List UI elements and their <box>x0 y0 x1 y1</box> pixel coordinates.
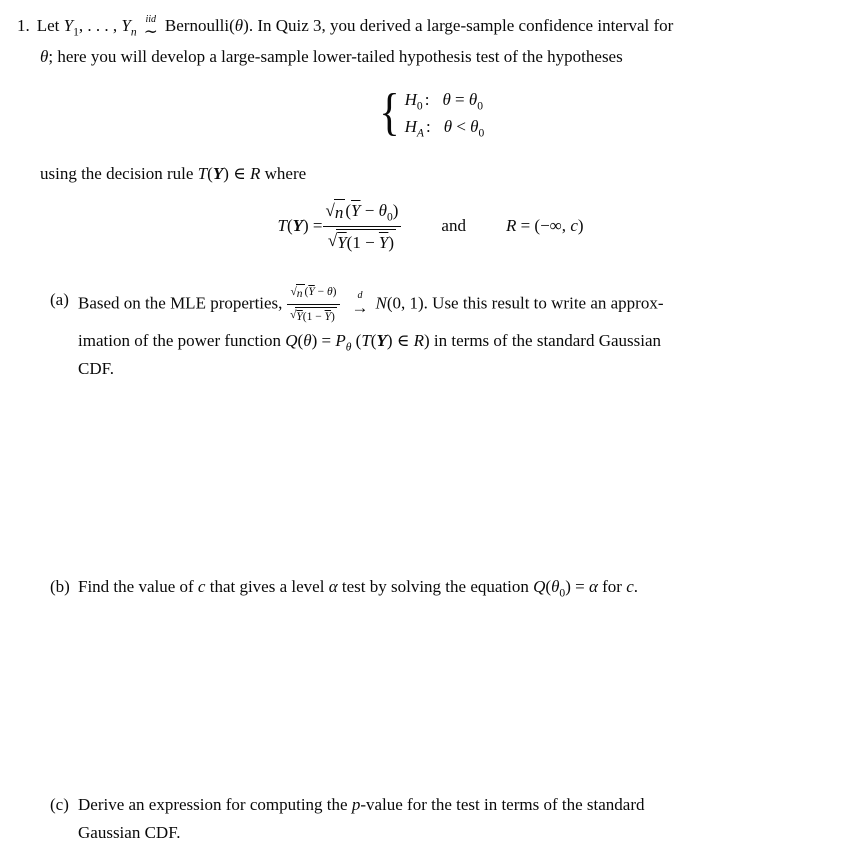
math-var-theta: θ <box>443 117 453 136</box>
math-var-alpha: α <box>328 577 338 597</box>
math-var-R: R <box>250 164 261 183</box>
math-var-Y-bold: Y <box>376 331 387 351</box>
text-run: imation of the power function <box>78 331 286 351</box>
subscript: 1 <box>73 25 79 39</box>
fraction-denominator <box>328 227 396 253</box>
part-a <box>17 284 844 384</box>
subscript: 0 <box>416 99 423 113</box>
d-label: d <box>357 290 363 302</box>
text-run: ) <box>223 164 229 183</box>
math-var-theta: θ <box>40 47 49 66</box>
text-run: ; here you will develop a large-sample lower-tailed hypothesis test of the hypotheses <box>48 47 623 66</box>
subscript: A <box>416 126 424 140</box>
text-run: ) <box>386 331 393 351</box>
tilde-icon: ∼ <box>143 21 158 41</box>
math-var-H: H <box>404 90 417 109</box>
subscript: 0 <box>477 99 484 113</box>
text-run: Based on the MLE properties, <box>78 292 283 312</box>
text-run: ( <box>286 216 293 236</box>
intro-line-2 <box>17 41 844 72</box>
y-bar: $\overline{Y}$ <box>324 310 332 323</box>
radical <box>290 307 337 324</box>
text-run: ( <box>351 331 362 351</box>
y-bar: $\overline{Y}$ <box>351 201 361 220</box>
text-run: Find the value of <box>78 577 198 597</box>
text-run: ( <box>297 331 304 351</box>
radical-sign-icon: √ <box>325 201 335 220</box>
text-run: , . . . , <box>78 16 122 35</box>
part-c-line-1 <box>17 791 844 819</box>
fraction-numerator <box>287 284 339 305</box>
text-run: (0, 1). Use this result to write an approx- <box>386 292 664 312</box>
math-var-theta: θ <box>551 577 560 597</box>
y-bar: $\overline{Y}$ <box>308 285 315 298</box>
subscript: 0 <box>386 210 393 224</box>
decision-rule-line <box>17 160 844 187</box>
element-of-symbol: ∈ <box>228 164 250 183</box>
minus-sign: − <box>314 285 327 298</box>
math-var-Y-bold: Y <box>292 216 303 236</box>
math-var-H: H <box>404 117 417 136</box>
iid-distributed-symbol <box>144 15 158 40</box>
text-run: ( <box>345 201 352 220</box>
text-run: Gaussian CDF. <box>78 823 181 843</box>
hypotheses-display <box>17 86 844 140</box>
math-var-theta: θ <box>327 285 333 298</box>
text-run: that gives a level <box>205 577 329 597</box>
text-run: using the decision rule <box>40 164 198 183</box>
text-run: (1 − <box>302 310 325 323</box>
alternative-hypothesis-row <box>405 113 485 140</box>
part-a-line-1 <box>17 284 844 325</box>
math-var-theta: θ <box>442 90 451 109</box>
radicand <box>296 284 305 301</box>
radical <box>290 284 304 301</box>
t-statistic-fraction <box>323 199 402 254</box>
math-var-R: R <box>505 216 517 236</box>
math-var-Y-bold: Y <box>212 164 224 183</box>
inline-fraction <box>287 284 339 325</box>
math-var-theta: θ <box>468 90 478 109</box>
text-run: ) <box>303 216 309 236</box>
radicand <box>295 307 336 324</box>
text-run: ) <box>332 285 337 298</box>
text-run: ( <box>207 164 213 183</box>
part-b-line-1 <box>17 573 844 601</box>
text-run: ( <box>545 577 552 597</box>
part-a-line-3 <box>17 355 844 383</box>
math-var-c: c <box>570 216 578 236</box>
math-var-theta: θ <box>234 16 244 35</box>
text-run: ) = <box>311 331 336 351</box>
hypothesis-expression <box>443 117 485 140</box>
subscript: 0 <box>478 126 485 140</box>
text-run: ) <box>577 216 584 236</box>
subscript: 0 <box>559 586 566 600</box>
math-var-n: n <box>296 287 303 300</box>
math-var-Q: Q <box>533 577 546 597</box>
math-var-c: c <box>626 577 634 597</box>
math-var-p: p <box>351 795 361 815</box>
problem-intro <box>17 10 844 72</box>
part-c-line-2 <box>17 819 844 847</box>
text-run: : <box>424 90 430 109</box>
fraction-denominator <box>290 305 337 324</box>
text-run: ) in terms of the standard Gaussian <box>424 331 662 351</box>
left-brace: { <box>378 84 400 141</box>
text-run: ) <box>388 233 395 253</box>
text-run: for <box>597 577 627 597</box>
text-run: -value for the test in terms of the standard <box>360 795 645 815</box>
math-var-Q: Q <box>285 331 298 351</box>
math-var-alpha: α <box>588 577 598 597</box>
text-run: ) = <box>565 577 589 597</box>
radical <box>326 199 346 223</box>
math-var-c: c <box>197 577 206 597</box>
math-var-Y: Y <box>121 16 131 35</box>
math-var-N: N <box>375 292 387 312</box>
math-var-Y: Y <box>63 16 74 35</box>
text-run: ) <box>392 201 399 220</box>
text-run: ) <box>331 310 335 323</box>
text-and: and <box>441 216 466 236</box>
math-var-n: n <box>334 203 344 222</box>
text-run: : <box>425 117 431 136</box>
math-var-theta: θ <box>378 201 387 220</box>
text-run: (1 − <box>346 233 379 253</box>
converges-in-distribution-arrow <box>352 291 369 316</box>
null-hypothesis-row <box>405 86 485 113</box>
subscript: θ <box>345 340 352 354</box>
radicand <box>336 229 396 253</box>
minus-sign: − <box>360 201 379 220</box>
radical-sign-icon: √ <box>290 308 297 321</box>
subscript: n <box>130 25 137 39</box>
test-statistic-equation <box>17 199 844 254</box>
part-a-marker: (a) <box>50 289 69 309</box>
math-var-theta: θ <box>303 331 312 351</box>
radical-sign-icon: √ <box>290 285 297 298</box>
equation-lhs <box>277 216 322 236</box>
radical-sign-icon: √ <box>327 231 338 251</box>
relation-symbol: = <box>450 90 469 109</box>
text-run: ( <box>304 285 309 298</box>
part-c-marker: (c) <box>50 795 69 815</box>
math-var-R: R <box>413 331 425 351</box>
text-run: where <box>260 164 307 183</box>
iid-label: iid <box>145 13 157 25</box>
part-c <box>17 791 844 847</box>
relation-symbol: < <box>452 117 471 136</box>
right-arrow-icon: → <box>351 298 369 318</box>
fraction-numerator <box>323 199 402 227</box>
part-b-marker: (b) <box>50 577 70 597</box>
math-var-T: T <box>277 216 287 236</box>
radical <box>328 229 396 253</box>
equals-sign: = <box>308 216 323 236</box>
intro-line-1 <box>17 10 844 41</box>
rejection-region <box>506 216 584 236</box>
radicand <box>334 199 346 223</box>
text-run: Derive an expression for computing the <box>78 795 352 815</box>
text-run: = (−∞, <box>516 216 571 236</box>
y-bar: Y <box>296 310 303 323</box>
text-run: CDF. <box>78 359 114 379</box>
problem-number: 1. <box>17 16 30 35</box>
text-run: ( <box>370 331 377 351</box>
hypotheses-rows <box>405 86 485 140</box>
text-run: Bernoulli( <box>164 16 235 35</box>
hypothesis-expression <box>442 90 484 113</box>
element-of-symbol: ∈ <box>392 331 414 351</box>
part-a-line-2 <box>17 327 844 355</box>
math-var-P: P <box>335 331 346 351</box>
text-run: ). In Quiz 3, you derived a large-sample confidence interval for <box>243 16 674 35</box>
text-run: Let <box>36 16 64 35</box>
math-var-T: T <box>361 331 371 351</box>
text-run: test by solving the equation <box>337 577 534 597</box>
part-b <box>17 573 844 601</box>
text-run: . <box>633 577 639 597</box>
math-var-theta: θ <box>470 117 479 136</box>
y-bar: Y <box>337 233 347 253</box>
math-var-T: T <box>197 164 208 183</box>
y-bar: $\overline{Y}$ <box>378 233 389 253</box>
